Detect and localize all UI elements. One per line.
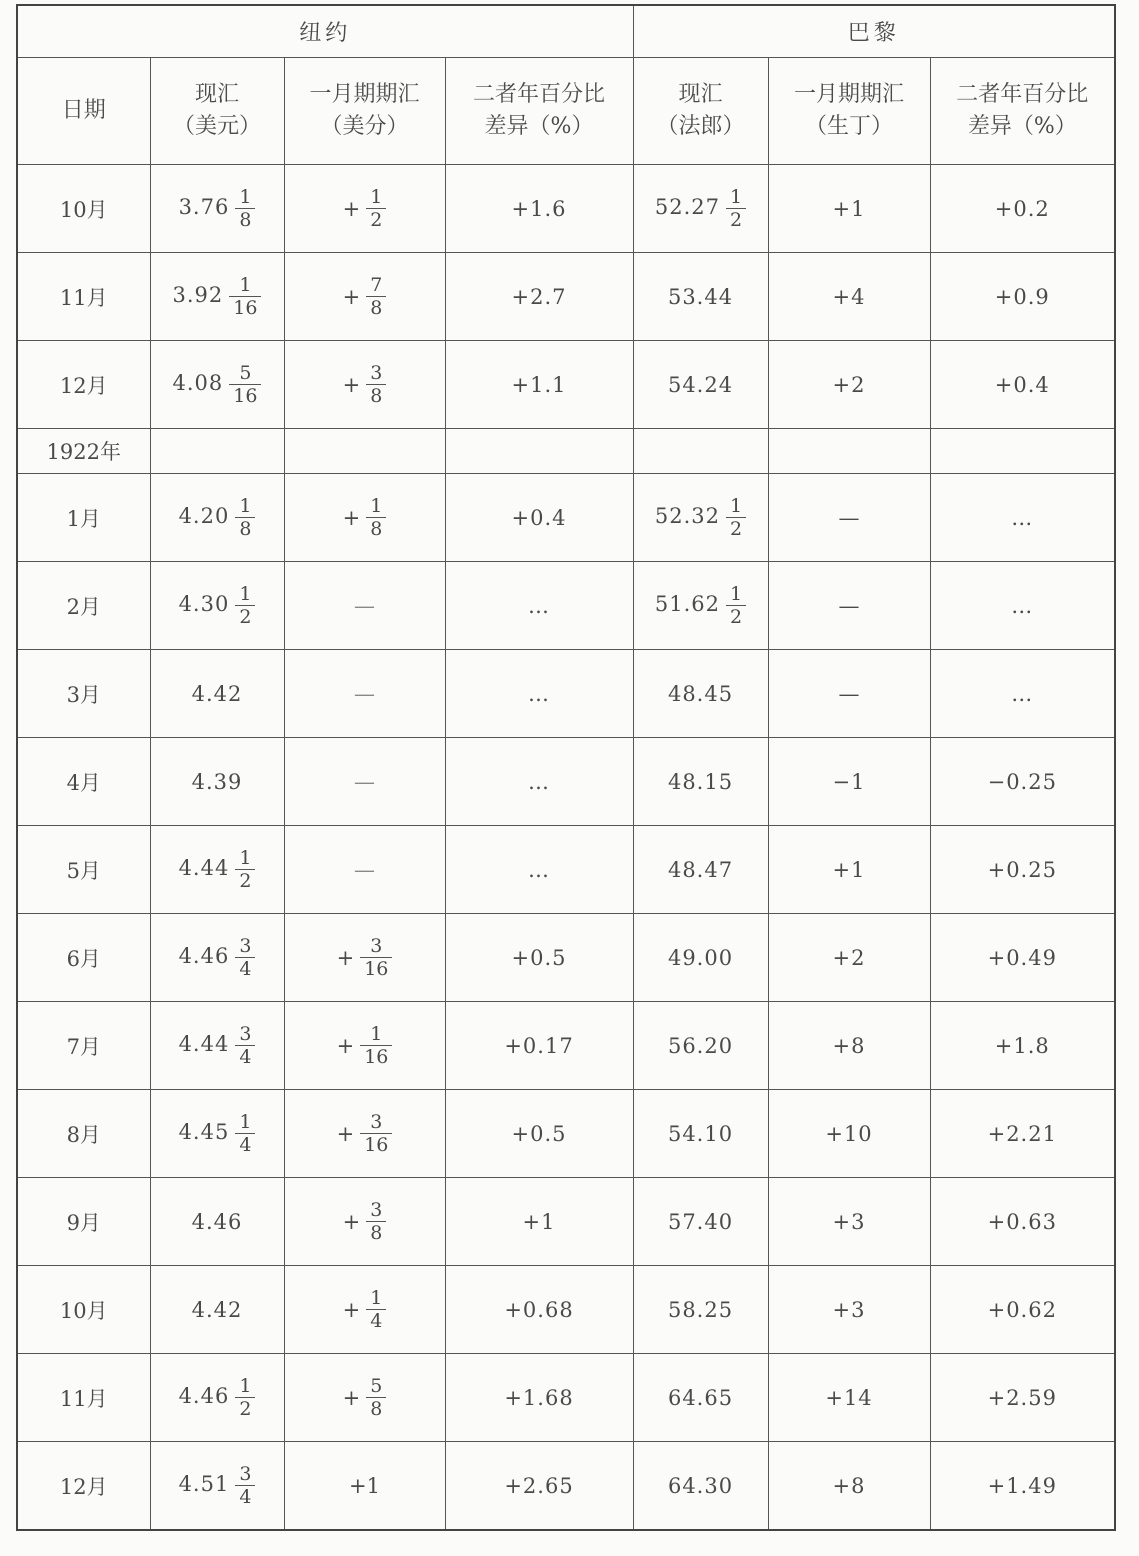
rows-1922	[17, 474, 1115, 1531]
ny-forward-cell: + $\frac{1}{16}$	[284, 1002, 445, 1090]
ny-spot-cell: 4.20 $\frac{1}{8}$	[150, 474, 284, 562]
ny-forward-cell: + $\frac{3}{8}$	[284, 341, 445, 429]
ny-forward-cell: +1	[284, 1442, 445, 1531]
table-row	[17, 165, 1115, 253]
col-ny-spot: 现汇 （美元）	[150, 58, 284, 165]
fraction: $\frac{3}{4}$	[235, 1023, 255, 1068]
pa-diff-cell: +0.25	[930, 826, 1115, 914]
pa-diff-cell: +0.9	[930, 253, 1115, 341]
ny-diff-cell: …	[445, 562, 633, 650]
pa-forward-cell: +10	[768, 1090, 930, 1178]
ny-diff-cell: …	[445, 826, 633, 914]
pa-diff-cell: −0.25	[930, 738, 1115, 826]
exchange-rate-table	[16, 4, 1116, 1531]
date-cell: 2月	[17, 562, 150, 650]
fraction: $\frac{1}{2}$	[235, 583, 255, 628]
ny-diff-cell: …	[445, 650, 633, 738]
pa-forward-cell: —	[768, 474, 930, 562]
table-row	[17, 1178, 1115, 1266]
pa-spot-cell: 52.32 $\frac{1}{2}$	[633, 474, 768, 562]
pa-forward-cell: +8	[768, 1002, 930, 1090]
pa-diff-cell: +2.21	[930, 1090, 1115, 1178]
date-cell: 4月	[17, 738, 150, 826]
table-row	[17, 1354, 1115, 1442]
pa-spot-cell: 52.27 $\frac{1}{2}$	[633, 165, 768, 253]
ny-forward-cell: + $\frac{1}{4}$	[284, 1266, 445, 1354]
ny-diff-cell: +0.68	[445, 1266, 633, 1354]
pa-diff-cell: +2.59	[930, 1354, 1115, 1442]
ny-diff-cell: +2.65	[445, 1442, 633, 1531]
date-cell: 5月	[17, 826, 150, 914]
pa-forward-cell: +2	[768, 914, 930, 1002]
pa-diff-cell: +0.4	[930, 341, 1115, 429]
fraction: $\frac{1}{16}$	[360, 1023, 392, 1068]
pa-forward-cell: —	[768, 562, 930, 650]
table-row	[17, 341, 1115, 429]
ny-spot-cell: 4.39	[150, 738, 284, 826]
pa-spot-cell: 54.24	[633, 341, 768, 429]
date-cell: 11月	[17, 253, 150, 341]
date-cell: 12月	[17, 341, 150, 429]
pa-diff-cell: …	[930, 562, 1115, 650]
new-york-header: 纽约	[17, 5, 633, 58]
fraction: $\frac{3}{4}$	[235, 935, 255, 980]
date-cell: 7月	[17, 1002, 150, 1090]
ny-spot-cell: 4.08 $\frac{5}{16}$	[150, 341, 284, 429]
ny-diff-cell: +0.5	[445, 914, 633, 1002]
table-row	[17, 474, 1115, 562]
ny-spot-cell: 4.42	[150, 1266, 284, 1354]
col-ny-diff: 二者年百分比 差异（%）	[445, 58, 633, 165]
fraction: $\frac{1}{2}$	[726, 495, 746, 540]
fraction: $\frac{1}{2}$	[235, 847, 255, 892]
ny-forward-cell: + $\frac{1}{8}$	[284, 474, 445, 562]
pa-forward-cell: —	[768, 650, 930, 738]
ny-forward-cell: + $\frac{1}{2}$	[284, 165, 445, 253]
date-cell: 12月	[17, 1442, 150, 1531]
ny-spot-cell: 4.44 $\frac{3}{4}$	[150, 1002, 284, 1090]
year-row	[17, 429, 1115, 474]
year-label: 1922年	[17, 429, 150, 474]
pa-diff-cell: …	[930, 650, 1115, 738]
ny-diff-cell: +1.6	[445, 165, 633, 253]
ny-diff-cell: …	[445, 738, 633, 826]
pa-forward-cell: +3	[768, 1266, 930, 1354]
table-row	[17, 253, 1115, 341]
col-ny-forward: 一月期期汇 （美分）	[284, 58, 445, 165]
ny-forward-cell: + $\frac{7}{8}$	[284, 253, 445, 341]
ny-forward-cell: —	[284, 650, 445, 738]
date-cell: 10月	[17, 165, 150, 253]
pa-forward-cell: +3	[768, 1178, 930, 1266]
pa-forward-cell: +1	[768, 826, 930, 914]
fraction: $\frac{5}{8}$	[366, 1375, 386, 1420]
pa-forward-cell: +14	[768, 1354, 930, 1442]
date-cell: 9月	[17, 1178, 150, 1266]
fraction: $\frac{1}{2}$	[235, 1375, 255, 1420]
ny-spot-cell: 4.44 $\frac{1}{2}$	[150, 826, 284, 914]
paris-header: 巴黎	[633, 5, 1115, 58]
pa-spot-cell: 64.65	[633, 1354, 768, 1442]
fraction: $\frac{3}{16}$	[360, 935, 392, 980]
table-row	[17, 1002, 1115, 1090]
col-pa-diff: 二者年百分比 差异（%）	[930, 58, 1115, 165]
pa-forward-cell: +8	[768, 1442, 930, 1531]
ny-forward-cell: + $\frac{3}{16}$	[284, 1090, 445, 1178]
pa-diff-cell: +1.49	[930, 1442, 1115, 1531]
date-cell: 10月	[17, 1266, 150, 1354]
year-section	[17, 429, 1115, 474]
fraction: $\frac{1}{8}$	[235, 186, 255, 231]
date-cell: 11月	[17, 1354, 150, 1442]
col-pa-forward: 一月期期汇 （生丁）	[768, 58, 930, 165]
table-row	[17, 1266, 1115, 1354]
col-date: 日期	[17, 58, 150, 165]
table-row	[17, 738, 1115, 826]
pa-diff-cell: +0.62	[930, 1266, 1115, 1354]
pa-forward-cell: +4	[768, 253, 930, 341]
ny-diff-cell: +1	[445, 1178, 633, 1266]
fraction: $\frac{3}{4}$	[235, 1463, 255, 1508]
fraction: $\frac{3}{8}$	[366, 1199, 386, 1244]
pa-diff-cell: …	[930, 474, 1115, 562]
ny-diff-cell: +0.5	[445, 1090, 633, 1178]
date-cell: 3月	[17, 650, 150, 738]
ny-diff-cell: +0.17	[445, 1002, 633, 1090]
fraction: $\frac{1}{2}$	[366, 186, 386, 231]
ny-forward-cell: + $\frac{5}{8}$	[284, 1354, 445, 1442]
table-row	[17, 914, 1115, 1002]
pa-diff-cell: +0.2	[930, 165, 1115, 253]
pa-spot-cell: 57.40	[633, 1178, 768, 1266]
ny-forward-cell: + $\frac{3}{8}$	[284, 1178, 445, 1266]
table-row	[17, 562, 1115, 650]
pa-spot-cell: 48.45	[633, 650, 768, 738]
table-row	[17, 1442, 1115, 1531]
fraction: $\frac{1}{4}$	[235, 1111, 255, 1156]
ny-spot-cell: 3.92 $\frac{1}{16}$	[150, 253, 284, 341]
ny-forward-cell: + $\frac{3}{16}$	[284, 914, 445, 1002]
date-cell: 8月	[17, 1090, 150, 1178]
pa-diff-cell: +0.63	[930, 1178, 1115, 1266]
ny-spot-cell: 4.45 $\frac{1}{4}$	[150, 1090, 284, 1178]
pa-spot-cell: 56.20	[633, 1002, 768, 1090]
fraction: $\frac{7}{8}$	[366, 274, 386, 319]
fraction: $\frac{5}{16}$	[229, 362, 261, 407]
ny-spot-cell: 3.76 $\frac{1}{8}$	[150, 165, 284, 253]
pa-spot-cell: 48.15	[633, 738, 768, 826]
ny-diff-cell: +2.7	[445, 253, 633, 341]
pa-diff-cell: +0.49	[930, 914, 1115, 1002]
fraction: $\frac{1}{2}$	[726, 583, 746, 628]
ny-spot-cell: 4.46 $\frac{1}{2}$	[150, 1354, 284, 1442]
pa-spot-cell: 48.47	[633, 826, 768, 914]
ny-forward-cell: —	[284, 738, 445, 826]
pa-forward-cell: +2	[768, 341, 930, 429]
fraction: $\frac{1}{2}$	[726, 186, 746, 231]
rows-1921	[17, 165, 1115, 429]
pa-spot-cell: 53.44	[633, 253, 768, 341]
ny-spot-cell: 4.51 $\frac{3}{4}$	[150, 1442, 284, 1531]
ny-spot-cell: 4.30 $\frac{1}{2}$	[150, 562, 284, 650]
pa-diff-cell: +1.8	[930, 1002, 1115, 1090]
col-pa-spot: 现汇 （法郎）	[633, 58, 768, 165]
ny-spot-cell: 4.46	[150, 1178, 284, 1266]
date-cell: 1月	[17, 474, 150, 562]
ny-spot-cell: 4.46 $\frac{3}{4}$	[150, 914, 284, 1002]
pa-spot-cell: 58.25	[633, 1266, 768, 1354]
ny-diff-cell: +1.68	[445, 1354, 633, 1442]
pa-spot-cell: 49.00	[633, 914, 768, 1002]
table-row	[17, 650, 1115, 738]
ny-spot-cell: 4.42	[150, 650, 284, 738]
fraction: $\frac{3}{8}$	[366, 362, 386, 407]
pa-spot-cell: 64.30	[633, 1442, 768, 1531]
fraction: $\frac{1}{8}$	[366, 495, 386, 540]
fraction: $\frac{1}{8}$	[235, 495, 255, 540]
date-cell: 6月	[17, 914, 150, 1002]
ny-forward-cell: —	[284, 826, 445, 914]
table-row	[17, 1090, 1115, 1178]
fraction: $\frac{1}{4}$	[366, 1287, 386, 1332]
pa-spot-cell: 54.10	[633, 1090, 768, 1178]
pa-forward-cell: −1	[768, 738, 930, 826]
table-row	[17, 826, 1115, 914]
ny-diff-cell: +0.4	[445, 474, 633, 562]
ny-forward-cell: —	[284, 562, 445, 650]
fraction: $\frac{3}{16}$	[360, 1111, 392, 1156]
pa-forward-cell: +1	[768, 165, 930, 253]
ny-diff-cell: +1.1	[445, 341, 633, 429]
fraction: $\frac{1}{16}$	[229, 274, 261, 319]
pa-spot-cell: 51.62 $\frac{1}{2}$	[633, 562, 768, 650]
